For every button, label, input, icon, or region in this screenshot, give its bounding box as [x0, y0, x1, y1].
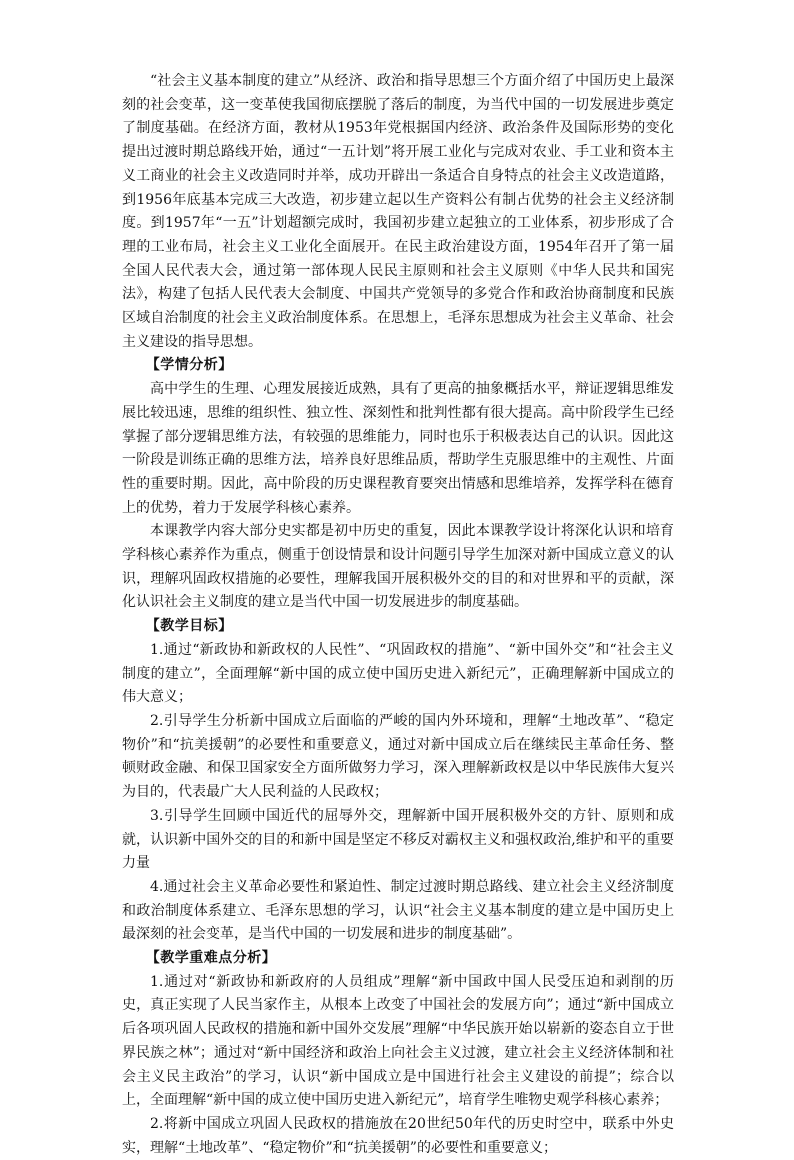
- section-heading-teaching-objectives: 【教学目标】: [145, 618, 233, 635]
- key-difficulty-item-1: 1.通过对“新政协和新政府的人员组成”理解“新中国政中国人民受压迫和剥削的历史，真正实现了人民当家作主，从根本上改变了中国社会的发展方向”；通过“新中国成立后各项巩固人民政权的措施和新中国外交发展”理解“中华民族开始以崭新的姿态自立于世界民族之林”；通过对“新中国经济和政治上向社会主义过渡，建立社会主义经济体制和社会主义民主政治”的学习，认识“新中国成立是中国进行社会主义建设的前提”；综合以上，全面理解“新中国的成立使中国历史进入新纪元”，培育学生唯物史观学科核心素养；: [122, 973, 674, 1109]
- section-heading-key-difficulties: 【教学重难点分析】: [145, 950, 277, 967]
- learner-analysis-paragraph: 高中学生的生理、心理发展接近成熟，具有了更高的抽象概括水平，辩证逻辑思维发展比较迅速，思维的组织性、独立性、深刻性和批判性都有很大提高。高中阶段学生已经掌握了部分逻辑思维方法，有较强的思维能力，同时也乐于积极表达自己的认识。因此这一阶段是训练正确的思维方法，培养良好思维品质，帮助学生克服思维中的主观性、片面性的重要时期。因此，高中阶段的历史课程教育要突出情感和思维培养，发挥学科在德育上的优势，着力于发展学科核心素养。: [122, 381, 674, 516]
- document-page: [122, 70, 674, 1160]
- section-heading-learner-analysis: 【学情分析】: [145, 357, 233, 374]
- objective-item-4: 4.通过社会主义革命必要性和紧迫性、制定过渡时期总路线、建立社会主义经济制度和政治制度体系建立、毛泽东思想的学习，认识“社会主义基本制度的建立是中国历史上最深刻的社会变革，是当代中国的一切发展和进步的制度基础”。: [122, 878, 674, 943]
- key-difficulty-item-2: 2.将新中国成立巩固人民政权的措施放在20世纪50年代的历史时空中，联系中外史实，理解“土地改革”、“稳定物价”和“抗美援朝”的必要性和重要意义；: [122, 1115, 674, 1156]
- objective-item-1: 1.通过“新政协和新政权的人民性”、“巩固政权的措施”、“新中国外交”和“社会主义制度的建立”，全面理解“新中国的成立使中国历史进入新纪元”，正确理解新中国成立的伟大意义；: [122, 641, 674, 706]
- teaching-design-paragraph: 本课教学内容大部分史实都是初中历史的重复，因此本课教学设计将深化认识和培育学科核心素养作为重点，侧重于创设情景和设计问题引导学生加深对新中国成立意义的认识，理解巩固政权措施的必要性，理解我国开展积极外交的目的和对世界和平的贡献，深化认识社会主义制度的建立是当代中国一切发展进步的制度基础。: [122, 523, 674, 611]
- intro-paragraph: “社会主义基本制度的建立”从经济、政治和指导思想三个方面介绍了中国历史上最深刻的社会变革，这一变革使我国彻底摆脱了落后的制度，为当代中国的一切发展进步奠定了制度基础。在经济方面，教材从1953年党根据国内经济、政治条件及国际形势的变化提出过渡时期总路线开始，通过“一五计划”将开展工业化与完成对农业、手工业和资本主义工商业的社会主义改造同时并举，成功开辟出一条适合自身特点的社会主义改造道路，到1956年底基本完成三大改造，初步建立起以生产资料公有制占优势的社会主义经济制度。到1957年“一五”计划超额完成时，我国初步建立起独立的工业体系，初步形成了合理的工业布局，社会主义工业化全面展开。在民主政治建设方面，1954年召开了第一届全国人民代表大会，通过第一部体现人民民主原则和社会主义原则《中华人民共和国宪法》，构建了包括人民代表大会制度、中国共产党领导的多党合作和政治协商制度和民族区域自治制度的社会主义政治制度体系。在思想上，毛泽东思想成为社会主义革命、社会主义建设的指导思想。: [122, 73, 674, 350]
- objective-item-3: 3.引导学生回顾中国近代的屈辱外交，理解新中国开展积极外交的方针、原则和成就，认识新中国外交的目的和新中国是坚定不移反对霸权主义和强权政治,维护和平的重要力量: [122, 807, 674, 872]
- objective-item-2: 2.引导学生分析新中国成立后面临的严峻的国内外环境和，理解“土地改革”、“稳定物价”和“抗美援朝”的必要性和重要意义，通过对新中国成立后在继续民主革命任务、整顿财政金融、和保卫国家安全方面所做努力学习，深入理解新政权是以中华民族伟大复兴为目的，代表最广大人民利益的人民政权；: [122, 712, 674, 801]
